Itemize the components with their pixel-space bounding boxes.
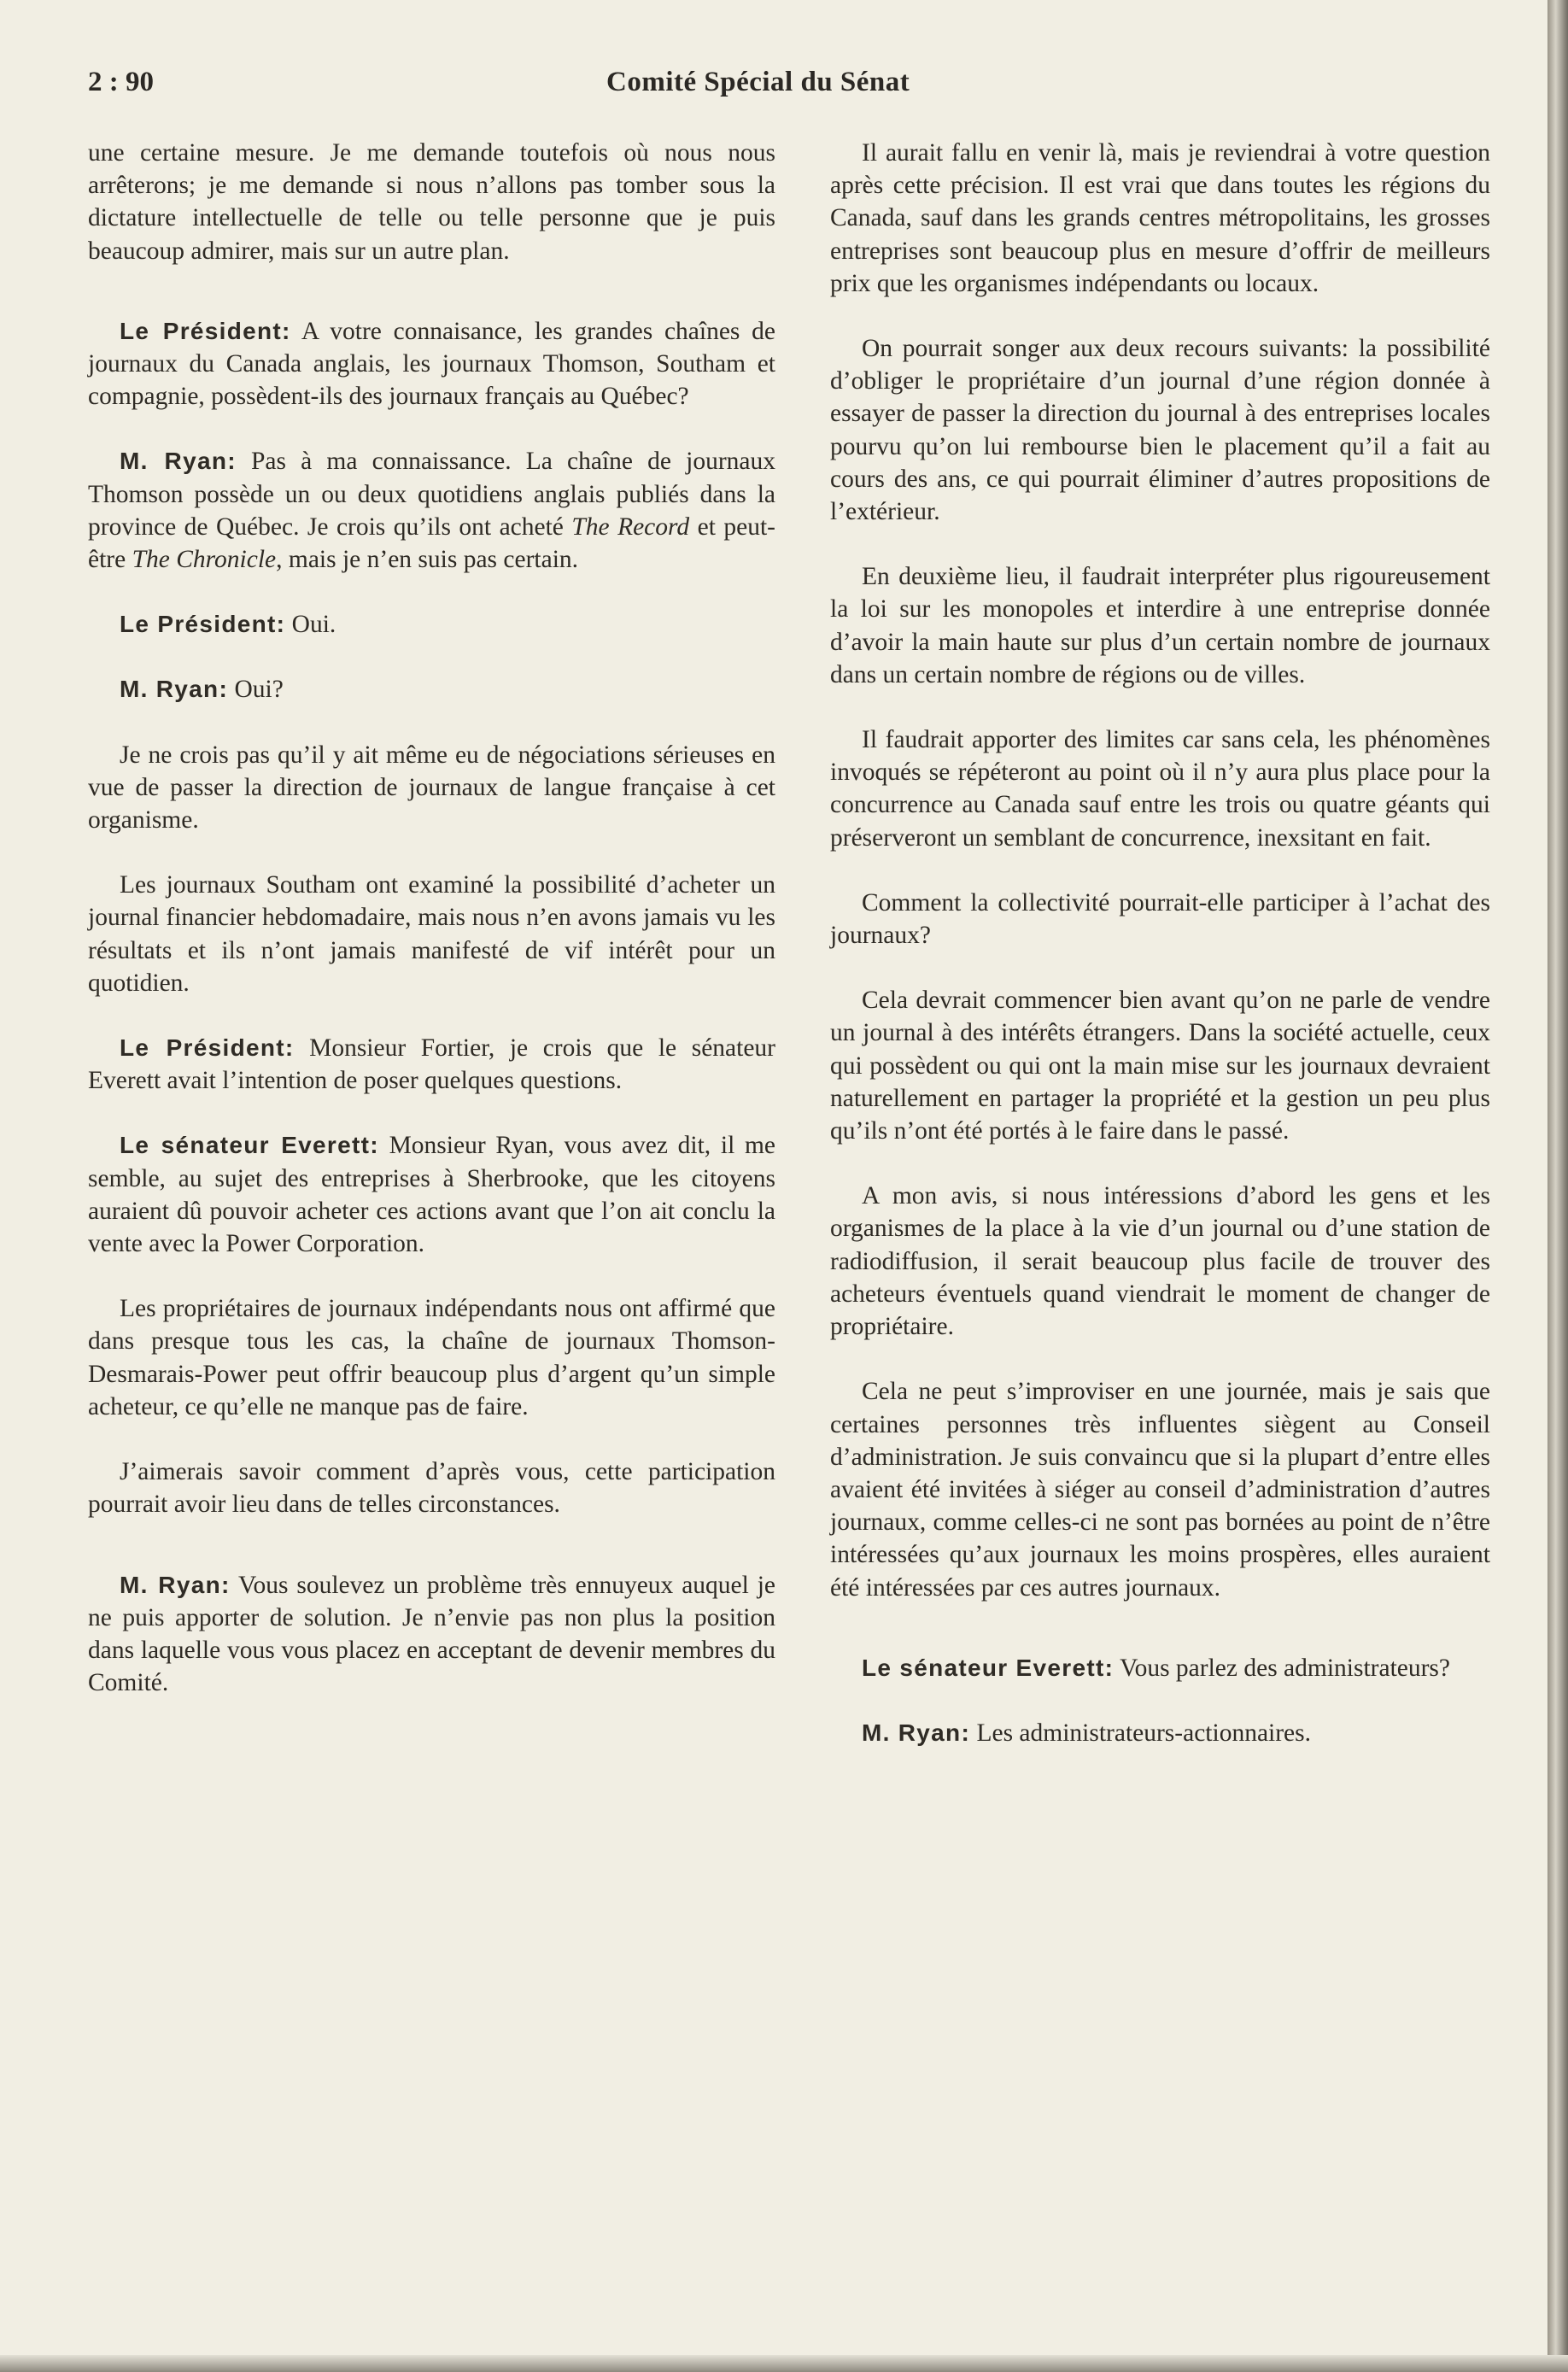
paragraph: Cela ne peut s’improviser en une journée, mais je sais que certaines personnes très influentes siègent au Conseil d’administration. Je suis convaincu que si la plupart d’entre elles avaient été invitées à siéger au conseil d’administration d’autres journaux, comme celles-ci ne sont pas bornées au point de n’être intéressées qu’aux journaux les moins prospères, elles auraient été intéressées par ces autres journaux.	[830, 1378, 1490, 1602]
paragraph: Il faudrait apporter des limites car sans cela, les phénomènes invoqués se répéteront au point où il n’y aura plus place pour la concurrence au Canada sauf entre les trois ou quatre géants qui préserveront un semblant de concurrence, inexsitant en fait.	[830, 726, 1490, 852]
paragraph: Le sénateur Everett: Monsieur Ryan, vous avez dit, il me semble, au sujet des entreprises à Sherbrooke, que les citoyens auraient dû pouvoir acheter ces actions avant que l’on ait conclu la vente avec la Power Corporation.	[88, 1132, 775, 1258]
speaker-label: M. Ryan:	[120, 448, 237, 475]
speaker-label: Le sénateur Everett:	[862, 1654, 1115, 1681]
paragraph: Les journaux Southam ont examiné la possibilité d’acheter un journal financier hebdomadaire, mais nous n’en avons jamais vu les résultats et ils n’ont jamais manifesté de vif intérêt pour un quotidien.	[88, 871, 775, 997]
page-header	[88, 67, 976, 111]
paragraph: Le Président: Monsieur Fortier, je crois que le sénateur Everett avait l’intention de poser quelques questions.	[88, 1034, 775, 1095]
right-column	[830, 137, 1490, 1749]
speaker-label: Le sénateur Everett:	[120, 1132, 379, 1159]
paragraph: A mon avis, si nous intéressions d’abord les gens et les organismes de la place à la vie d’un journal ou d’une station de radiodiffusion, il serait beaucoup plus facile de trouver des acheteurs éventuels quand viendrait le moment de changer de propriétaire.	[830, 1182, 1490, 1341]
paragraph: Le sénateur Everett: Vous parlez des administrateurs?	[862, 1654, 1451, 1682]
paragraph: On pourrait songer aux deux recours suivants: la possibilité d’obliger le propriétaire d’un journal d’une région donnée à essayer de passer la direction du journal à des entreprises locales pourvu qu’on lui rembourse bien le placement qu’il a fait au cours des ans, ce qui pourrait éliminer d’autres propositions de l’extérieur.	[830, 335, 1490, 526]
paragraph: Comment la collectivité pourrait-elle participer à l’achat des journaux?	[830, 888, 1490, 950]
speaker-label: M. Ryan:	[120, 1571, 231, 1598]
page-number: 2 : 90	[88, 67, 154, 97]
paragraph: En deuxième lieu, il faudrait interpréter plus rigoureusement la loi sur les monopoles et interdire à une entreprise donnée d’avoir la main haute sur plus d’un certain nombre de journaux dans un certain nombre de régions ou de villes.	[830, 563, 1490, 688]
paragraph: une certaine mesure. Je me demande toutefois où nous nous arrêterons; je me demande si nous n’allons pas tomber sous la dictature intellectuelle de telle ou telle personne que je puis beaucoup admirer, mais sur un autre plan.	[88, 139, 775, 265]
paragraph: M. Ryan: Les administrateurs-actionnaires.	[862, 1719, 1312, 1747]
binding-edge	[1548, 0, 1568, 2372]
paragraph: J’aimerais savoir comment d’après vous, cette participation pourrait avoir lieu dans de telles circonstances.	[88, 1458, 775, 1519]
paragraph: Je ne crois pas qu’il y ait même eu de négociations sérieuses en vue de passer la direction de journaux de langue française à cet organisme.	[88, 741, 775, 835]
page-title: Comité Spécial du Sénat	[606, 67, 910, 97]
paragraph: M. Ryan: Pas à ma connaissance. La chaîne de journaux Thomson possède un ou deux quotidiens anglais publiés dans la province de Québec. Je crois qu’ils ont acheté The Record et peut-être The Chronicle, mais je n’en suis pas certain.	[88, 448, 776, 574]
speaker-label: Le Président:	[120, 1034, 295, 1062]
paragraph: Le Président: Oui.	[120, 611, 336, 639]
paragraph: M. Ryan: Oui?	[120, 676, 284, 704]
speaker-label: M. Ryan:	[862, 1719, 971, 1746]
paragraph: Le Président: A votre connaisance, les grandes chaînes de journaux du Canada anglais, les journaux Thomson, Southam et compagnie, possèdent-ils des journaux français au Québec?	[88, 317, 776, 411]
paragraph: Il aurait fallu en venir là, mais je reviendrai à votre question après cette précision. Il est vrai que dans toutes les régions du Canada, sauf dans les grands centres métropolitains, les grosses entreprises sont beaucoup plus en mesure d’offrir de meilleurs prix que les organismes indépendants ou locaux.	[830, 139, 1490, 297]
paragraph: M. Ryan: Vous soulevez un problème très ennuyeux auquel je ne puis apporter de solution. Je n’envie pas non plus la position dans laquelle vous vous placez en acceptant de devenir membres du Comité.	[88, 1571, 776, 1697]
paragraph: Les propriétaires de journaux indépendants nous ont affirmé que dans presque tous les cas, la chaîne de journaux Thomson-Desmarais-Power peut offrir beaucoup plus d’argent qu’un simple acheteur, ce qu’elle ne manque pas de faire.	[88, 1295, 775, 1420]
speaker-label: Le Président:	[120, 317, 291, 344]
paragraph: Cela devrait commencer bien avant qu’on ne parle de vendre un journal à des intérêts étrangers. Dans la société actuelle, ceux qui possèdent ou qui ont la main mise sur les journaux devraient naturellement en partager la propriété et la gestion un peu plus qu’ils n’ont été portés à le faire dans le passé.	[830, 987, 1490, 1145]
left-column	[88, 137, 775, 1699]
page-bottom-edge	[0, 2355, 1568, 2372]
speaker-label: M. Ryan:	[120, 676, 229, 703]
speaker-label: Le Président:	[120, 611, 286, 638]
